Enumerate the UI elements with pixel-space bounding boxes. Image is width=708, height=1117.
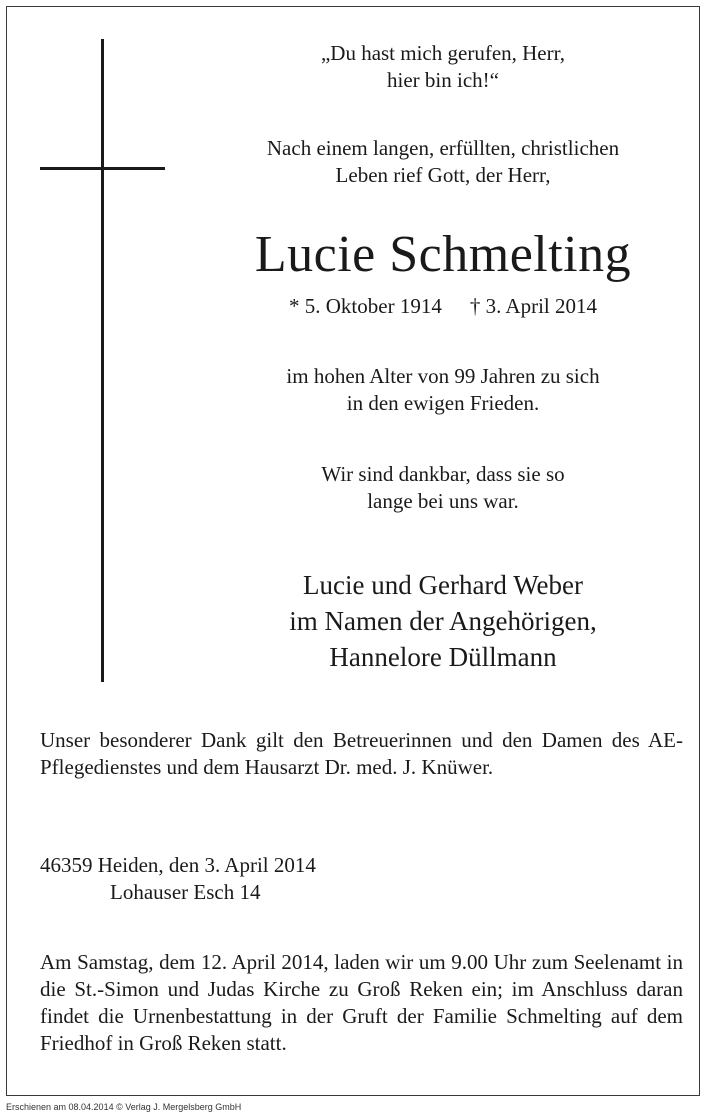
address-line-2: Lohauser Esch 14	[110, 880, 261, 904]
signer-line-1: Lucie und Gerhard Weber	[303, 570, 583, 600]
obituary-frame	[6, 6, 700, 1096]
signer-line-3: Hannelore Düllmann	[329, 642, 557, 672]
gratitude-line-2: lange bei uns war.	[367, 489, 519, 513]
age-line-2: in den ewigen Frieden.	[346, 391, 540, 415]
life-dates	[203, 293, 683, 320]
special-thanks-paragraph: Unser besonderer Dank gilt den Betreuerinnen und den Damen des AE-Pflegedienstes und dem Hausarzt Dr. med. J. Knüwer.	[40, 728, 683, 779]
publication-footer: Erschienen am 08.04.2014 © Verlag J. Mergelsberg GmbH	[6, 1102, 242, 1112]
intro-text	[203, 135, 683, 189]
intro-line-2: Leben rief Gott, der Herr,	[335, 163, 551, 187]
signers	[203, 567, 683, 675]
address-line-1: 46359 Heiden, den 3. April 2014	[40, 853, 316, 877]
gratitude-text	[203, 461, 683, 515]
bible-quote	[203, 40, 683, 94]
gratitude-line-1: Wir sind dankbar, dass sie so	[321, 462, 565, 486]
funeral-service-paragraph: Am Samstag, dem 12. April 2014, laden wir um 9.00 Uhr zum Seelenamt in die St.-Simon und Judas Kirche zu Groß Reken ein; im Anschluss daran findet die Urnenbestattung in der Gruft der Familie Schmelting auf dem Friedhof in Groß Reken statt.	[40, 950, 683, 1055]
death-date: † 3. April 2014	[469, 294, 597, 318]
quote-line-2: hier bin ich!“	[387, 68, 499, 92]
birth-date: * 5. Oktober 1914	[289, 294, 442, 318]
address-block	[40, 852, 683, 906]
intro-line-1: Nach einem langen, erfüllten, christlichen	[266, 136, 620, 160]
signer-line-2: im Namen der Angehörigen,	[289, 606, 597, 636]
cross-horizontal-bar	[40, 167, 165, 170]
cross-vertical-bar	[101, 39, 104, 682]
age-line-1: im hohen Alter von 99 Jahren zu sich	[286, 364, 600, 388]
age-text	[203, 363, 683, 417]
quote-line-1: „Du hast mich gerufen, Herr,	[320, 41, 566, 65]
deceased-name: Lucie Schmelting	[254, 226, 632, 283]
